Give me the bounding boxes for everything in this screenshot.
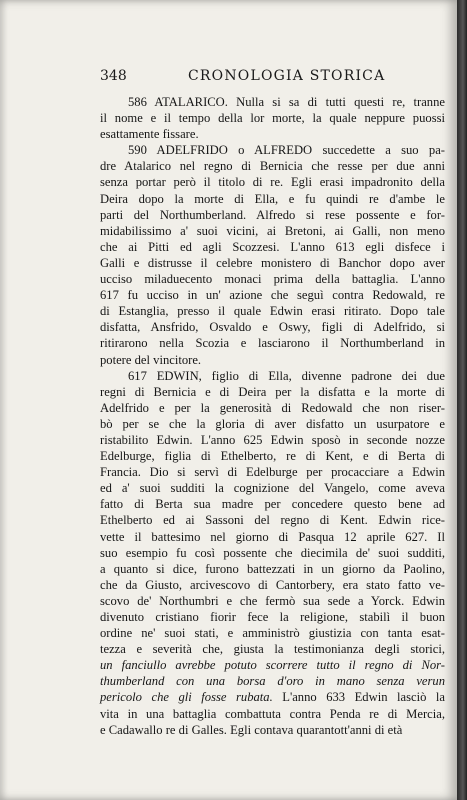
text-line: 617 fu ucciso in un' azione che seguì contra Redowald, re	[100, 288, 445, 303]
text-line: midabilissimo a' suoi vicini, ai Bretoni, ai Galli, non meno	[100, 223, 445, 238]
body-text	[100, 94, 445, 738]
text-line: fatto di Berta sua madre per concedere questo bene ad	[100, 497, 445, 512]
text-line: vette il battesimo nel giorno di Pasqua 12 aprile 627. Il	[100, 529, 445, 544]
text-line: potere del vincitore.	[100, 352, 202, 367]
text-line: 590 ADELFRIDO o ALFREDO succedette a suo pa-	[128, 143, 445, 158]
text-line: che ai Pitti ed agli Scozzesi. L'anno 613 egli disfece i	[100, 239, 445, 254]
text-line: vita in una battaglia combattuta contra Penda re di Mercia,	[100, 706, 445, 721]
text-line: il nome e il tempo della lor morte, la quale neppure puossi	[100, 111, 445, 126]
text-line: ristabilito Edwin. L'anno 625 Edwin sposò in seconde nozze	[100, 432, 445, 447]
text-line: un fanciullo avrebbe potuto scorrere tutto il regno di Nor-	[100, 658, 445, 673]
text-line: Edelburge, figlia di Ethelberto, re di Kent, e di Berta di	[100, 449, 445, 464]
text-line: che da Giusto, arcivescovo di Cantorbery, era stato fatto ve-	[100, 577, 445, 592]
page-number: 348	[100, 68, 127, 84]
text-line: dre Atalarico nel regno di Bernicia che resse per due anni	[100, 159, 445, 174]
text-line: a quanto si dice, furono battezzati in un giorno da Paolino,	[100, 561, 445, 576]
running-title: CRONOLOGIA STORICA	[188, 68, 386, 84]
text-line: regni di Bernicia e di Deira per la disfatta e la morte di	[100, 384, 445, 399]
text-line: di Estanglia, presso il quale Edwin erasi ritirato. Dopo tale	[100, 304, 445, 319]
text-line: Adelfrido e per la generosità di Redowald che non riser-	[100, 400, 445, 415]
text-line: ed a' suoi sudditi la cognizione del Vangelo, come aveva	[100, 481, 445, 496]
text-line: Deira dopo la morte di Ella, e fu quindi re d'ambe le	[100, 191, 445, 206]
text-line: parti del Northumberland. Alfredo si rese possente e for-	[100, 207, 445, 222]
text-line: senza portar però il titolo di re. Egli erasi impadronito della	[100, 175, 445, 190]
text-line: disfatta, Ansfrido, Osvaldo e Oswy, figli di Adelfrido, si	[100, 320, 445, 335]
text-line: 586 ATALARICO. Nulla si sa di tutti questi re, tranne	[128, 95, 445, 109]
text-line: suo esempio fu così possente che diecimila de' suoi sudditi,	[100, 545, 445, 560]
text-line: scovo de' Northumbri e che fermò sua sede a Yorck. Edwin	[100, 593, 445, 608]
text-line: Galli e distrusse il celebre monistero di Banchor dopo aver	[100, 255, 445, 270]
text-line: bò per se che la gloria di aver disfatto un usurpatore e	[100, 416, 445, 431]
text-line: Francia. Dio si servì di Edelburge per procacciare a Edwin	[100, 465, 445, 480]
text-line: tezza e severità che, giusta la testimonianza degli storici,	[100, 642, 445, 657]
text-line: ritirarono nella Scozia e lasciarono il Northumberland in	[100, 336, 445, 351]
text-line: ordine ne' suoi stati, e amministrò giustizia con tanta esat-	[100, 626, 445, 641]
text-line: 617 EDWIN, figlio di Ella, divenne padrone dei due	[128, 368, 445, 383]
text-line: esattamente fissare.	[100, 127, 199, 142]
text-line: pericolo che gli fosse rubata. L'anno 633 Edwin lasciò la	[100, 690, 445, 705]
text-line: ucciso miladuecento monaci prima della battaglia. L'anno	[100, 272, 445, 287]
text-line: e Cadawallo re di Galles. Egli contava quarantott'anni di età	[100, 722, 403, 737]
book-spine	[457, 0, 467, 800]
text-line: divenuto cristiano fiorir fece la religione, stabilì il buon	[100, 610, 445, 624]
text-line: Ethelberto ed ai Sassoni del regno di Kent. Edwin rice-	[100, 513, 445, 528]
text-line: thumberland con una borsa d'oro in mano senza verun	[100, 674, 445, 689]
